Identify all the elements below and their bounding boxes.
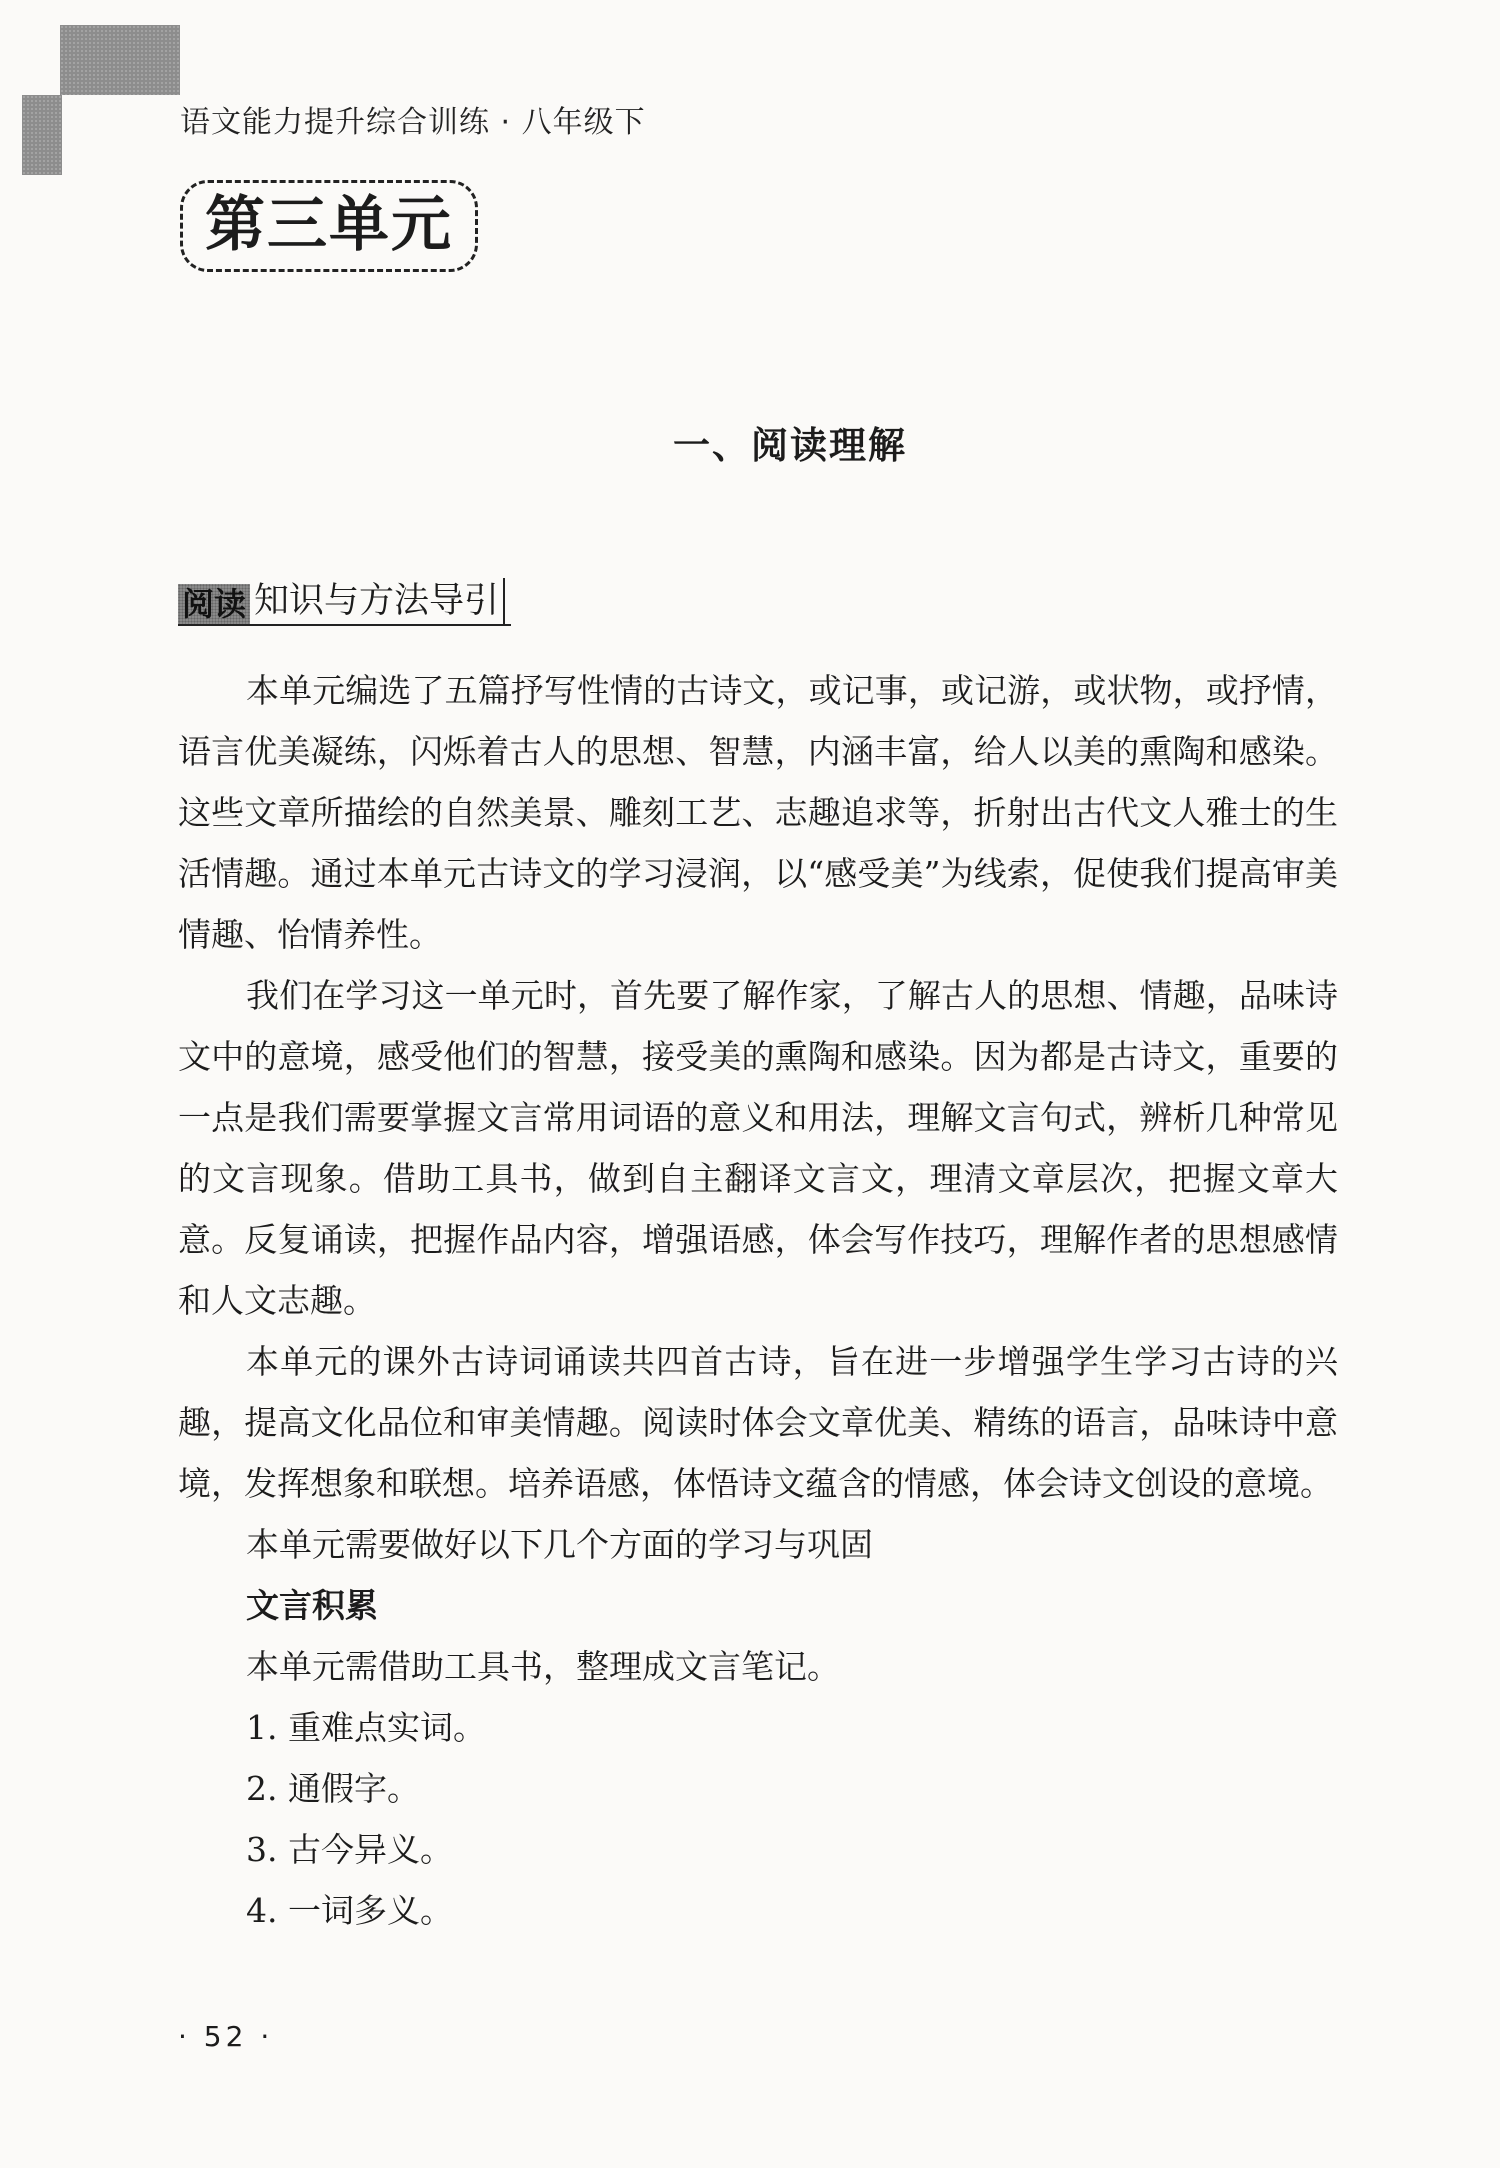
- corner-decoration-small: [22, 95, 62, 175]
- subheading: 文言积累: [246, 1586, 378, 1625]
- body-text: [178, 660, 1338, 1941]
- unit-title: 第三单元: [180, 180, 478, 272]
- list-item: 1. 重难点实词。: [246, 1708, 486, 1747]
- section-title: 一、阅读理解: [673, 424, 907, 467]
- note-line: 本单元需借助工具书，整理成文言笔记。: [246, 1647, 840, 1686]
- guide-heading: [178, 578, 511, 626]
- list-item: 3. 古今异义。: [246, 1830, 453, 1869]
- paragraph: 我们在学习这一单元时，首先要了解作家，了解古人的思想、情趣，品味诗文中的意境，感受他们的智慧，接受美的熏陶和感染。因为都是古诗文，重要的一点是我们需要掌握文言常用词语的意义和用法，理解文言句式，辨析几种常见的文言现象。借助工具书，做到自主翻译文言文，理清文章层次，把握文章大意。反复诵读，把握作品内容，增强语感，体会写作技巧，理解作者的思想感情和人文志趣。: [178, 976, 1338, 1320]
- paragraph: 本单元编选了五篇抒写性情的古诗文，或记事，或记游，或状物，或抒情，语言优美凝练，闪烁着古人的思想、智慧，内涵丰富，给人以美的熏陶和感染。这些文章所描绘的自然美景、雕刻工艺、志趣追求等，折射出古代文人雅士的生活情趣。通过本单元古诗文的学习浸润，以“感受美”为线索，促使我们提高审美情趣、怡情养性。: [178, 671, 1338, 954]
- intro-line: 本单元需要做好以下几个方面的学习与巩固: [246, 1525, 873, 1564]
- list-item: 2. 通假字。: [246, 1769, 420, 1808]
- corner-decoration: [60, 25, 180, 95]
- paragraph: 本单元的课外古诗词诵读共四首古诗，旨在进一步增强学生学习古诗的兴趣，提高文化品位和审美情趣。阅读时体会文章优美、精练的语言，品味诗中意境，发挥想象和联想。培养语感，体悟诗文蕴含的情感，体会诗文创设的意境。: [178, 1342, 1338, 1503]
- guide-title: 知识与方法导引: [250, 578, 505, 624]
- page-number: · 52 ·: [178, 2020, 274, 2053]
- list-item: 4. 一词多义。: [246, 1891, 453, 1930]
- running-header: 语文能力提升综合训练 · 八年级下: [180, 105, 646, 140]
- guide-tag: 阅读: [178, 584, 250, 624]
